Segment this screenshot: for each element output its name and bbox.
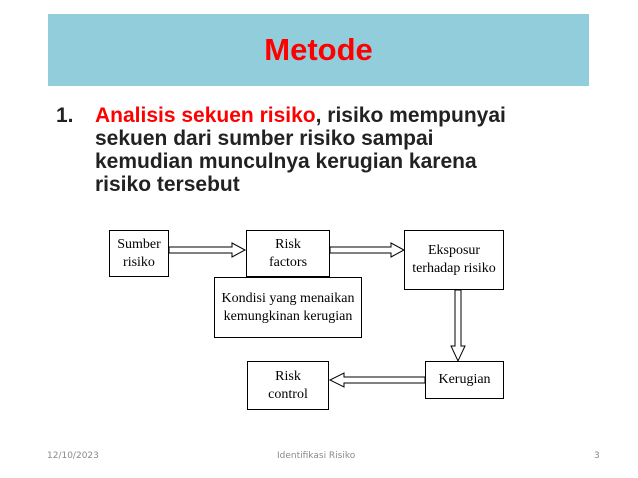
box-eksposur — [404, 230, 504, 290]
box-risk-control — [247, 361, 329, 410]
box-riskfactors-line-2: factors — [268, 254, 308, 270]
footer-page-number: 3 — [594, 451, 600, 461]
box-kerugian-line-1: Kerugian — [438, 372, 491, 387]
box-riskcontrol-line-1: Risk — [275, 368, 301, 384]
box-riskcontrol-line-2: control — [268, 386, 308, 402]
box-kondisi-line-2: kemungkinan kerugian — [223, 308, 353, 324]
footer-topic: Identifikasi Risiko — [277, 451, 356, 461]
point-highlight: Analisis sekuen risiko — [95, 104, 316, 127]
box-riskfactors-line-1: Risk — [275, 236, 301, 252]
point-line-4: risiko tersebut — [95, 173, 240, 196]
box-sumber-line-1: Sumber — [117, 236, 161, 252]
arrow-kerugian-to-riskcontrol — [330, 373, 425, 387]
box-kondisi-line-1: Kondisi yang menaikan — [221, 290, 355, 306]
slide-title: Metode — [264, 32, 373, 67]
footer-date: 12/10/2023 — [47, 451, 99, 461]
arrow-riskfactors-to-eksposur — [330, 243, 404, 257]
box-sumber-risiko — [109, 230, 169, 277]
box-eksposur-line-2: terhadap risiko — [412, 261, 496, 276]
box-kondisi — [214, 277, 362, 338]
point-line-2: sekuen dari sumber risiko sampai — [95, 127, 434, 150]
point-number: 1. — [56, 104, 74, 127]
box-sumber-line-2: risiko — [123, 254, 155, 270]
arrow-eksposur-to-kerugian — [451, 290, 465, 361]
box-risk-factors — [246, 230, 330, 277]
arrow-sumber-to-riskfactors — [169, 243, 245, 257]
point-line-1-rest: , risiko mempunyai — [315, 104, 506, 127]
point-line-3: kemudian munculnya kerugian karena — [95, 150, 477, 173]
box-kerugian — [425, 361, 504, 399]
box-eksposur-line-1: Eksposur — [427, 243, 481, 258]
